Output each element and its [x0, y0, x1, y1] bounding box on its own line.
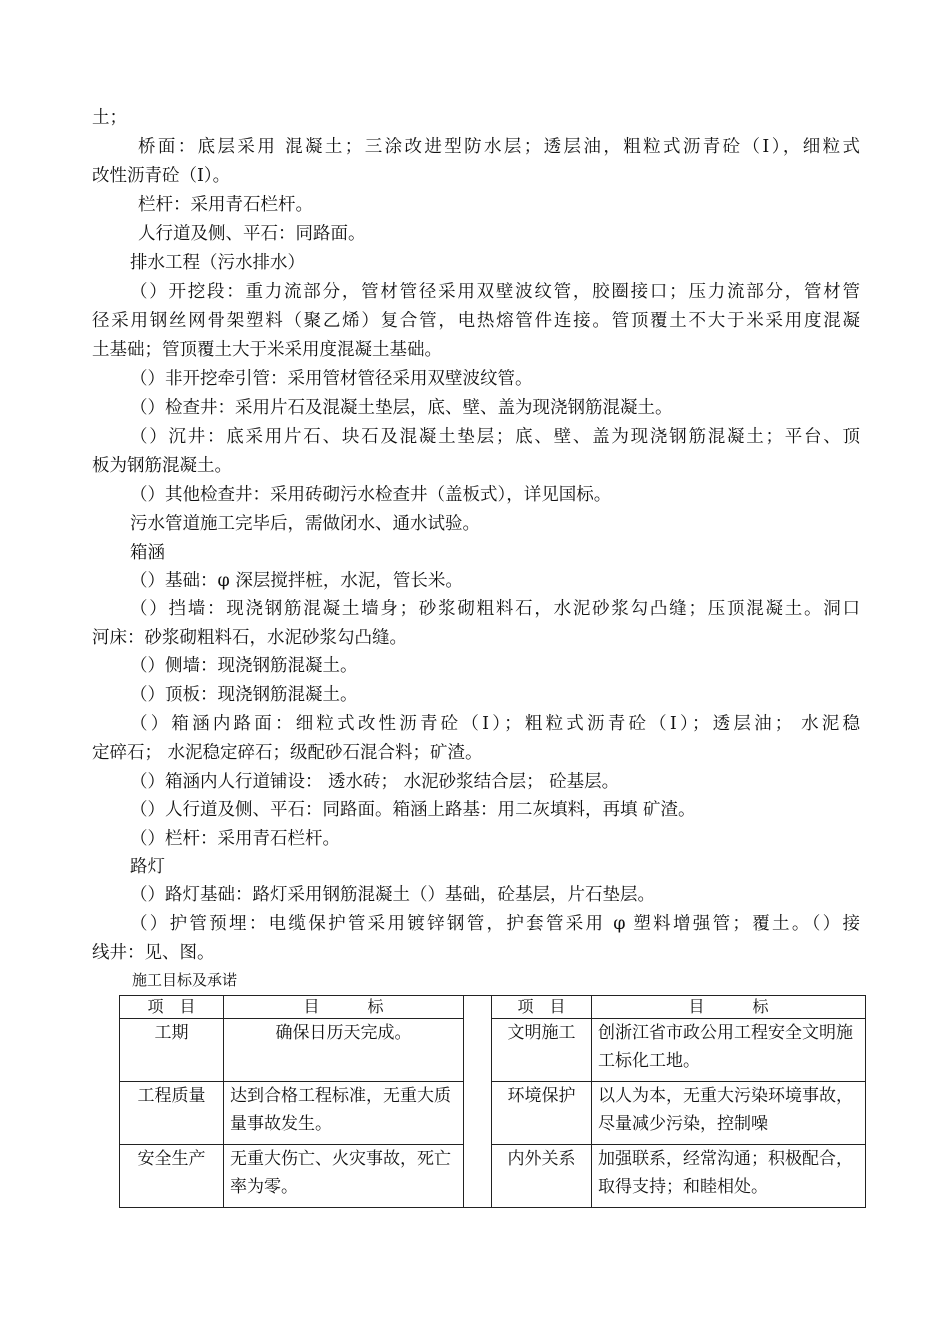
- section-heading: 路灯: [130, 857, 165, 877]
- header-goal: 目 标: [592, 996, 866, 1019]
- paragraph-line: （）路灯基础：路灯采用钢筋混凝土（）基础，砼基层，片石垫层。: [130, 885, 655, 905]
- table-row: [120, 1082, 866, 1145]
- paragraph-line: 河床：砂浆砌粗料石，水泥砂浆勾凸缝。: [92, 628, 407, 648]
- paragraph-line: （）栏杆：采用青石栏杆。: [130, 829, 340, 849]
- paragraph-line: 定碎石； 水泥稳定碎石；级配砂石混合料；矿渣。: [92, 743, 483, 763]
- table-caption: 施工目标及承诺: [132, 971, 238, 989]
- paragraph-line: （）基础：φ 深层搅拌桩，水泥，管长米。: [130, 571, 463, 591]
- paragraph-line: 土基础；管顶覆土大于米采用度混凝土基础。: [92, 340, 442, 360]
- item-cell: 安全生产: [120, 1145, 224, 1208]
- goal-cell: 无重大伤亡、火灾事故，死亡率为零。: [224, 1145, 464, 1208]
- table-row: [120, 1019, 866, 1082]
- paragraph-line: （）其他检查井：采用砖砌污水检查井（盖板式），详见国标。: [130, 485, 612, 505]
- paragraph-line: （）侧墙：现浇钢筋混凝土。: [130, 656, 358, 676]
- goals-table: [119, 995, 866, 1208]
- paragraph-line: （）护管预埋：电缆保护管采用镀锌钢管，护套管采用 φ 塑料增强管；覆土。（）接: [130, 914, 860, 934]
- item-cell: 文明施工: [492, 1019, 592, 1082]
- paragraph-line: 桥面：底层采用 混凝土；三涂改进型防水层；透层油，粗粒式沥青砼（Ⅰ），细粒式: [138, 137, 860, 157]
- table-row: [120, 1145, 866, 1208]
- paragraph-line: 径采用钢丝网骨架塑料（聚乙烯）复合管，电热熔管件连接。管顶覆土不大于米采用度混凝: [92, 311, 860, 331]
- goal-cell: 达到合格工程标准，无重大质量事故发生。: [224, 1082, 464, 1145]
- paragraph-line: （）顶板：现浇钢筋混凝土。: [130, 685, 358, 705]
- paragraph-line: 污水管道施工完毕后，需做闭水、通水试验。: [130, 514, 480, 534]
- paragraph-line: 栏杆：采用青石栏杆。: [138, 195, 313, 215]
- header-item: 项 目: [492, 996, 592, 1019]
- paragraph-line: （）沉井：底采用片石、块石及混凝土垫层；底、壁、盖为现浇钢筋混凝土；平台、顶: [130, 427, 860, 447]
- goal-cell: 加强联系，经常沟通；积极配合，取得支持；和睦相处。: [592, 1145, 866, 1208]
- paragraph-line: 板为钢筋混凝土。: [92, 456, 232, 476]
- goal-cell: 创浙江省市政公用工程安全文明施工标化工地。: [592, 1019, 866, 1082]
- item-cell: 工程质量: [120, 1082, 224, 1145]
- item-cell: 环境保护: [492, 1082, 592, 1145]
- header-item: 项 目: [120, 996, 224, 1019]
- paragraph-line: 人行道及侧、平石：同路面。: [138, 224, 366, 244]
- paragraph-line: （）开挖段：重力流部分，管材管径采用双壁波纹管，胶圈接口；压力流部分，管材管: [130, 282, 860, 302]
- paragraph-line: 线井：见、图。: [92, 943, 215, 963]
- paragraph-line: （）非开挖牵引管：采用管材管径采用双壁波纹管。: [130, 369, 533, 389]
- paragraph-line: （）箱涵内路面：细粒式改性沥青砼（Ⅰ）；粗粒式沥青砼（Ⅰ）；透层油； 水泥稳: [130, 714, 860, 734]
- paragraph-line: （）挡墙：现浇钢筋混凝土墙身；砂浆砌粗料石，水泥砂浆勾凸缝；压顶混凝土。洞口: [130, 599, 860, 619]
- section-heading: 排水工程（污水排水）: [130, 253, 305, 273]
- table-spacer: [464, 996, 492, 1208]
- goal-cell: 以人为本，无重大污染环境事故，尽量减少污染，控制噪: [592, 1082, 866, 1145]
- paragraph-line: （）检查井：采用片石及混凝土垫层，底、壁、盖为现浇钢筋混凝土。: [130, 398, 673, 418]
- table-header-row: [120, 996, 866, 1019]
- item-cell: 内外关系: [492, 1145, 592, 1208]
- paragraph-line: （）箱涵内人行道铺设： 透水砖； 水泥砂浆结合层； 砼基层。: [130, 772, 620, 792]
- goal-cell: 确保日历天完成。: [224, 1019, 464, 1082]
- paragraph-line: 改性沥青砼（Ⅰ）。: [92, 166, 231, 186]
- paragraph-line: （）人行道及侧、平石：同路面。箱涵上路基：用二灰填料，再填 矿渣。: [130, 800, 696, 820]
- header-goal: 目 标: [224, 996, 464, 1019]
- paragraph-line: 土；: [92, 108, 127, 128]
- section-heading: 箱涵: [130, 543, 165, 563]
- item-cell: 工期: [120, 1019, 224, 1082]
